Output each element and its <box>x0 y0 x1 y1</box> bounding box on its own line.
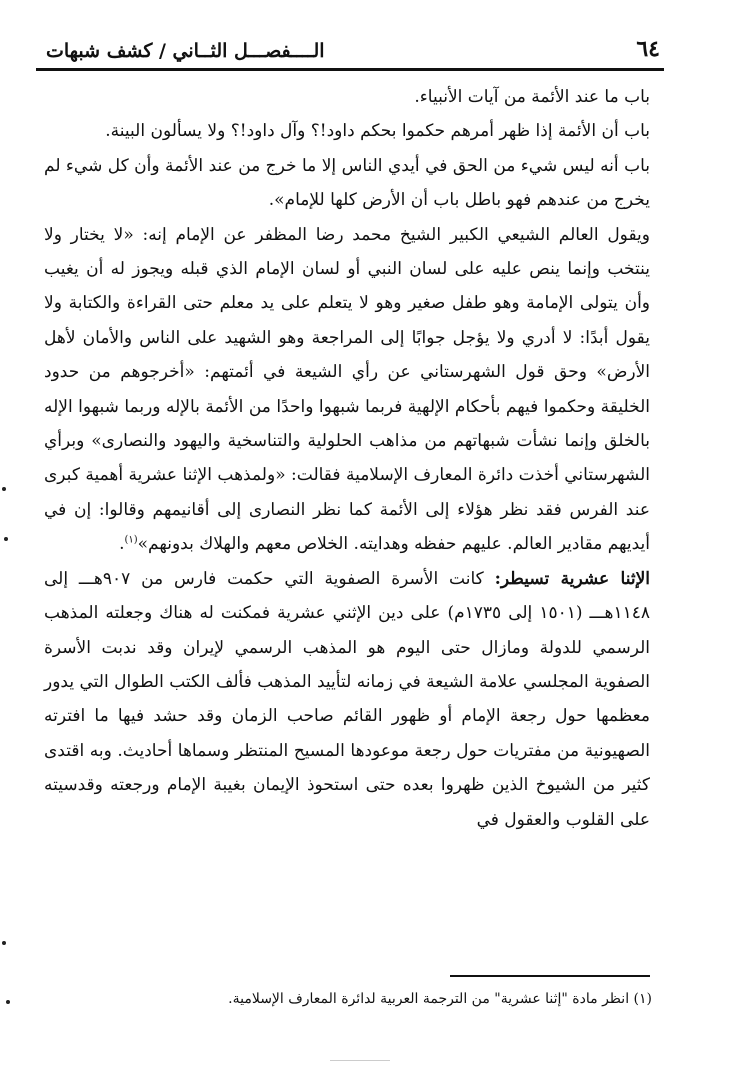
page-header <box>40 30 660 70</box>
scan-speck <box>6 1000 10 1004</box>
running-title: الــــفصـــل الثــاني / كشف شبهات <box>46 40 325 62</box>
page-number: ٦٤ <box>636 36 660 62</box>
scan-line <box>330 1060 390 1061</box>
paragraph-5-text: كانت الأسرة الصفوية التي حكمت فارس من ٩٠٧هـــ إلى ١١٤٨هـــ (١٥٠١ إلى ١٧٣٥م) على دين الإثني عشرية فمكنت له هناك وجعلته المذهب الرسمي للدولة ومازال حتى اليوم هو المذهب الرسمي لإيران وقد ندبت الأسرة الصفوية المجلسي علامة الشيعة في زمانه لتأييد المذهب فألف الكتب الطوال التي يدور معظمها حول رجعة الإمام أو ظهور القائم صاحب الزمان وقد حشد فيها ما افترته الصهيونية من مفتريات حول رجعة موعودها المسيح المنتظر وسماها أحاديث. وبه اقتدى كثير من الشيوخ الذين ظهروا بعده حتى استحوذ الإيمان بغيبة الإمام ورجعته وقدسيته على القلوب والعقول في <box>44 568 650 830</box>
paragraph-4-text: ويقول العالم الشيعي الكبير الشيخ محمد رضا المظفر عن الإمام إنه: «لا يختار ولا ينتخب وإنما ينص عليه على لسان النبي أو لسان الإمام الذي قبله ويجوز له أن يغيب وأن يتولى الإمامة وهو طفل صغير وهو لا يتعلم على يد معلم حتى القراءة والكتابة ولا يقول أبدًا: لا أدري ولا يؤجل جوابًا إلى المراجعة وهو الشهيد على الناس والأمان لأهل الأرض» وحق قول الشهرستاني عن رأي الشيعة في أئمتهم: «أخرجوهم من حدود الخليقة وحكموا فيهم بأحكام الإلهية فربما شبهوا واحدًا من الأئمة بالإله وربما شبهوا الإله بالخلق وإنما نشأت شبهاتهم من مذاهب الحلولية والتناسخية واليهود والنصارى» وبرأي الشهرستاني أخذت دائرة المعارف الإسلامية فقالت: «ولمذهب الإثنا عشرية أهمية كبرى عند الفرس فقد نظر هؤلاء إلى الأئمة كما نظر النصارى إلى أقانيمهم وقالوا: إن في أيديهم مقادير العالم. عليهم حفظه وهدايته. الخلاص معهم والهلاك بدونهم» <box>44 224 650 555</box>
scan-speck <box>2 941 6 945</box>
paragraph-4 <box>44 218 650 562</box>
body-text <box>44 80 650 837</box>
footnote-reference[interactable]: (١) <box>124 534 138 546</box>
section-lead: الإثنا عشرية تسيطر: <box>494 568 650 589</box>
footnote: (١) انظر مادة "إثنا عشرية" من الترجمة العربية لدائرة المعارف الإسلامية. <box>228 991 652 1007</box>
paragraph-1: باب ما عند الأئمة من آيات الأنبياء. <box>414 87 650 107</box>
paragraph-4-end: . <box>119 534 125 555</box>
paragraph-5 <box>44 562 650 837</box>
header-rule <box>36 68 664 71</box>
scan-speck <box>4 537 8 541</box>
paragraph-3: باب أنه ليس شيء من الحق في أيدي الناس إلا ما خرج من عند الأئمة وأن كل شيء لم يخرج من عندهم فهو باطل باب أن الأرض كلها للإمام». <box>44 155 650 211</box>
scan-speck <box>2 487 6 491</box>
footnote-rule <box>450 975 650 977</box>
paragraph-2: باب أن الأئمة إذا ظهر أمرهم حكموا بحكم داود!؟ وآل داود!؟ ولا يسألون البينة. <box>105 121 650 142</box>
